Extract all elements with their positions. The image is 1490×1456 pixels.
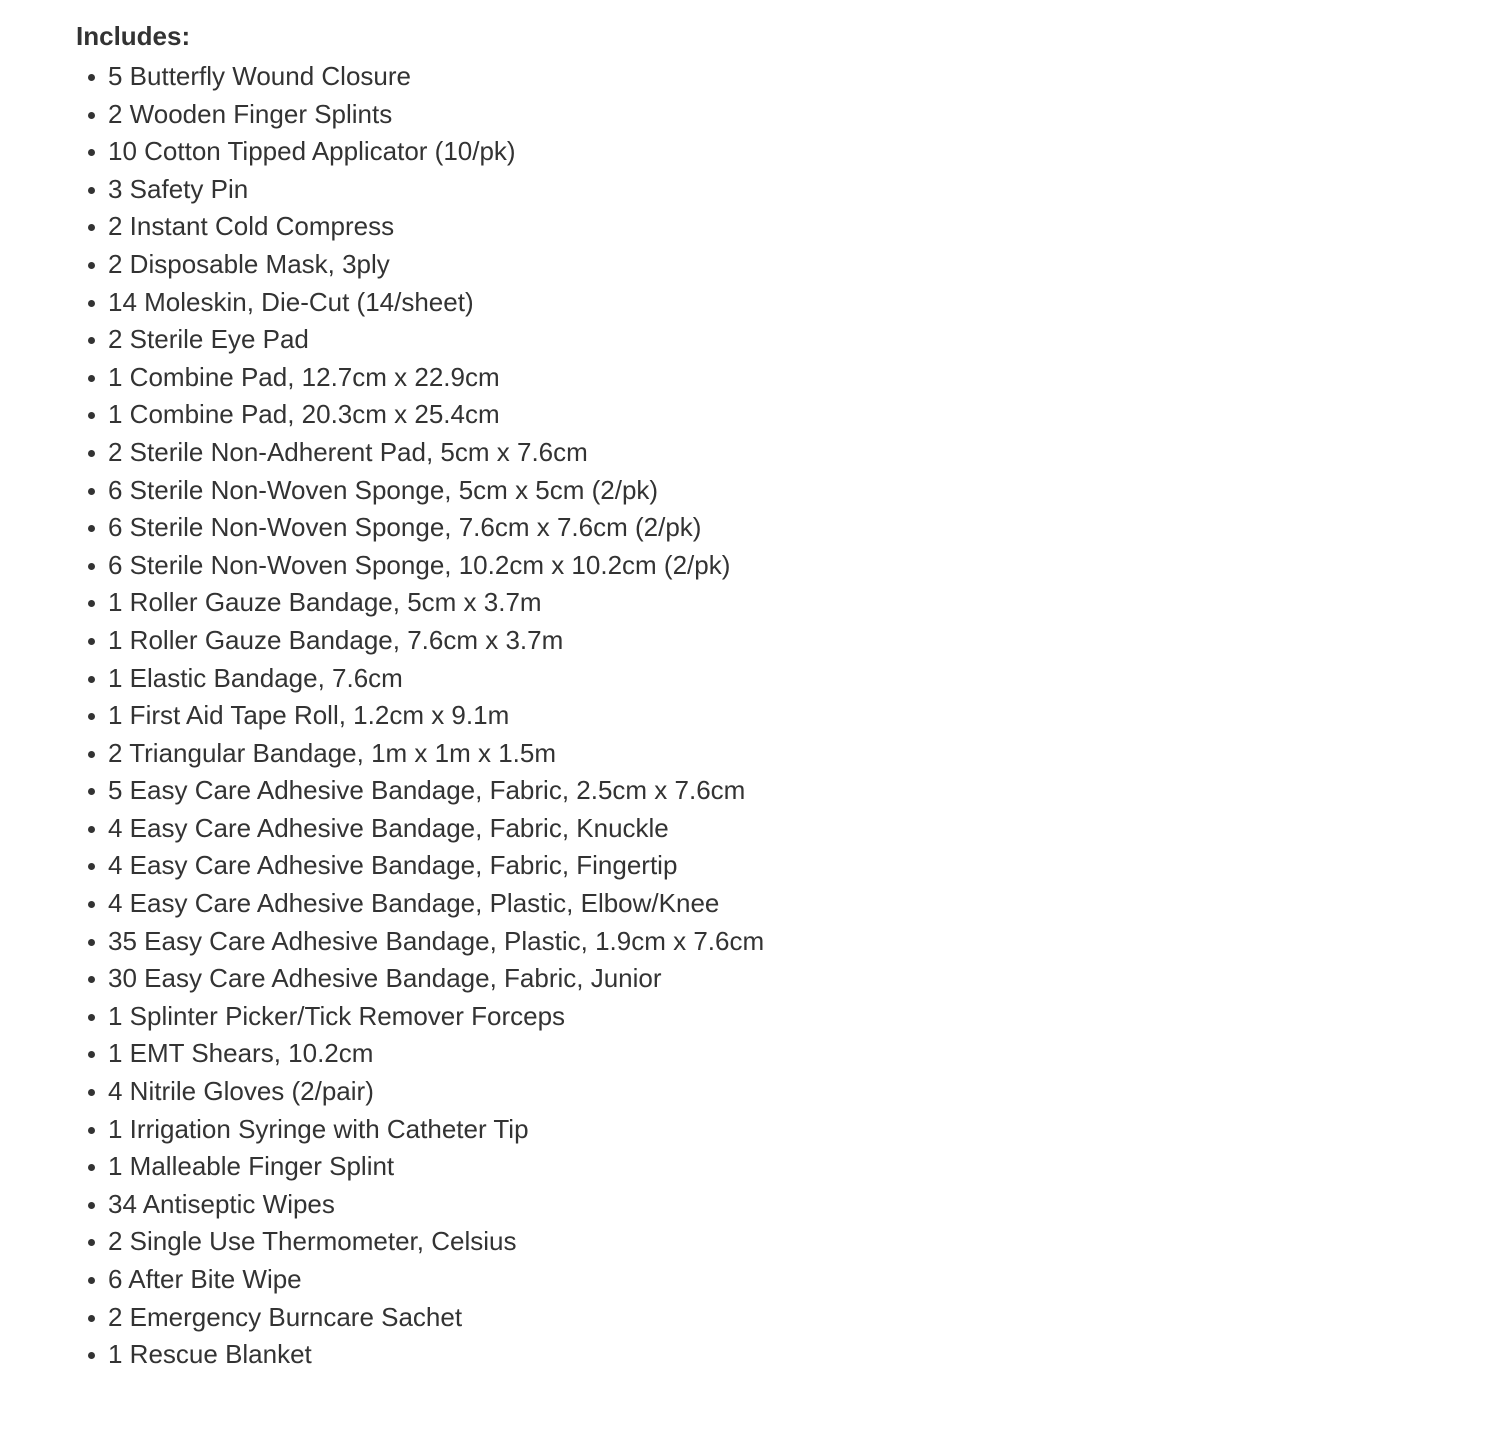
bullet-icon bbox=[88, 826, 95, 833]
list-item bbox=[76, 810, 1456, 848]
bullet-icon bbox=[88, 450, 95, 457]
bullet-icon bbox=[88, 713, 95, 720]
list-item bbox=[76, 1186, 1456, 1224]
bullet-icon bbox=[88, 375, 95, 382]
bullet-icon bbox=[88, 1315, 95, 1322]
list-item bbox=[76, 1073, 1456, 1111]
includes-list bbox=[76, 58, 1456, 1374]
list-item-label: 1 Combine Pad, 12.7cm x 22.9cm bbox=[108, 361, 500, 392]
list-item bbox=[76, 246, 1456, 284]
list-item-label: 6 Sterile Non-Woven Sponge, 7.6cm x 7.6cm (2/pk) bbox=[108, 512, 702, 543]
bullet-icon bbox=[88, 751, 95, 758]
bullet-icon bbox=[88, 1239, 95, 1246]
list-item bbox=[76, 434, 1456, 472]
list-item-label: 2 Sterile Eye Pad bbox=[108, 324, 309, 355]
list-item-label: 6 Sterile Non-Woven Sponge, 5cm x 5cm (2/pk) bbox=[108, 474, 659, 505]
bullet-icon bbox=[88, 224, 95, 231]
list-item-label: 5 Butterfly Wound Closure bbox=[108, 61, 411, 91]
list-item bbox=[76, 735, 1456, 773]
bullet-icon bbox=[88, 600, 95, 607]
bullet-icon bbox=[88, 488, 95, 495]
includes-section bbox=[76, 20, 1456, 1374]
bullet-icon bbox=[88, 1202, 95, 1209]
bullet-icon bbox=[88, 563, 95, 570]
list-item-label: 2 Triangular Bandage, 1m x 1m x 1.5m bbox=[108, 737, 557, 768]
list-item-label: 2 Disposable Mask, 3ply bbox=[108, 248, 390, 279]
list-item-label: 2 Single Use Thermometer, Celsius bbox=[108, 1226, 517, 1257]
list-item bbox=[76, 1111, 1456, 1149]
list-item-label: 2 Wooden Finger Splints bbox=[108, 98, 393, 129]
list-item bbox=[76, 1261, 1456, 1299]
list-item-label: 2 Sterile Non-Adherent Pad, 5cm x 7.6cm bbox=[108, 436, 588, 467]
list-item bbox=[76, 547, 1456, 585]
bullet-icon bbox=[88, 1127, 95, 1134]
list-item bbox=[76, 359, 1456, 397]
list-item bbox=[76, 1336, 1456, 1374]
list-item-label: 5 Easy Care Adhesive Bandage, Fabric, 2.5cm x 7.6cm bbox=[108, 775, 746, 806]
bullet-icon bbox=[88, 863, 95, 870]
list-item bbox=[76, 509, 1456, 547]
bullet-icon bbox=[88, 149, 95, 156]
list-item bbox=[76, 396, 1456, 434]
list-item bbox=[76, 1035, 1456, 1073]
bullet-icon bbox=[88, 676, 95, 683]
bullet-icon bbox=[88, 1277, 95, 1284]
list-item-label: 4 Easy Care Adhesive Bandage, Fabric, Fingertip bbox=[108, 850, 678, 881]
list-item bbox=[76, 472, 1456, 510]
list-item bbox=[76, 697, 1456, 735]
bullet-icon bbox=[88, 112, 95, 119]
list-item bbox=[76, 321, 1456, 359]
list-item-label: 1 Combine Pad, 20.3cm x 25.4cm bbox=[108, 399, 500, 430]
list-item bbox=[76, 1148, 1456, 1186]
bullet-icon bbox=[88, 412, 95, 419]
bullet-icon bbox=[88, 901, 95, 908]
list-item bbox=[76, 171, 1456, 209]
list-item bbox=[76, 772, 1456, 810]
list-item-label: 1 Splinter Picker/Tick Remover Forceps bbox=[108, 1000, 566, 1031]
list-item bbox=[76, 923, 1456, 961]
bullet-icon bbox=[88, 525, 95, 532]
includes-heading: Includes: bbox=[76, 21, 191, 51]
list-item-label: 30 Easy Care Adhesive Bandage, Fabric, Junior bbox=[108, 963, 662, 994]
bullet-icon bbox=[88, 1089, 95, 1096]
list-item-label: 14 Moleskin, Die-Cut (14/sheet) bbox=[108, 286, 474, 317]
list-item-label: 6 After Bite Wipe bbox=[108, 1264, 302, 1294]
list-item bbox=[76, 1299, 1456, 1337]
list-item-label: 2 Emergency Burncare Sachet bbox=[108, 1301, 463, 1332]
list-item bbox=[76, 284, 1456, 322]
list-item bbox=[76, 885, 1456, 923]
bullet-icon bbox=[88, 300, 95, 307]
bullet-icon bbox=[88, 1014, 95, 1021]
list-item-label: 1 Rescue Blanket bbox=[108, 1339, 312, 1370]
list-item bbox=[76, 584, 1456, 622]
bullet-icon bbox=[88, 788, 95, 795]
bullet-icon bbox=[88, 262, 95, 269]
list-item-label: 3 Safety Pin bbox=[108, 173, 249, 204]
list-item bbox=[76, 960, 1456, 998]
list-item bbox=[76, 622, 1456, 660]
bullet-icon bbox=[88, 976, 95, 983]
list-item bbox=[76, 208, 1456, 246]
list-item-label: 1 EMT Shears, 10.2cm bbox=[108, 1038, 374, 1069]
list-item bbox=[76, 998, 1456, 1036]
bullet-icon bbox=[88, 1164, 95, 1171]
list-item bbox=[76, 58, 1456, 96]
list-item-label: 4 Easy Care Adhesive Bandage, Plastic, Elbow/Knee bbox=[108, 888, 720, 919]
list-item-label: 1 Roller Gauze Bandage, 5cm x 3.7m bbox=[108, 587, 542, 618]
bullet-icon bbox=[88, 1051, 95, 1058]
list-item-label: 1 First Aid Tape Roll, 1.2cm x 9.1m bbox=[108, 700, 510, 731]
list-item bbox=[76, 847, 1456, 885]
bullet-icon bbox=[88, 638, 95, 645]
list-item-label: 10 Cotton Tipped Applicator (10/pk) bbox=[108, 136, 516, 167]
list-item bbox=[76, 133, 1456, 171]
list-item-label: 35 Easy Care Adhesive Bandage, Plastic, 1.9cm x 7.6cm bbox=[108, 925, 765, 956]
bullet-icon bbox=[88, 939, 95, 946]
list-item bbox=[76, 660, 1456, 698]
list-item-label: 1 Elastic Bandage, 7.6cm bbox=[108, 662, 403, 693]
list-item-label: 1 Irrigation Syringe with Catheter Tip bbox=[108, 1113, 529, 1144]
list-item-label: 2 Instant Cold Compress bbox=[108, 211, 395, 242]
bullet-icon bbox=[88, 187, 95, 194]
list-item bbox=[76, 96, 1456, 134]
list-item-label: 1 Roller Gauze Bandage, 7.6cm x 3.7m bbox=[108, 624, 564, 655]
bullet-icon bbox=[88, 337, 95, 344]
list-item-label: 4 Easy Care Adhesive Bandage, Fabric, Knuckle bbox=[108, 812, 669, 843]
list-item-label: 1 Malleable Finger Splint bbox=[108, 1151, 395, 1182]
bullet-icon bbox=[88, 74, 95, 81]
bullet-icon bbox=[88, 1352, 95, 1359]
list-item-label: 34 Antiseptic Wipes bbox=[108, 1188, 335, 1219]
list-item bbox=[76, 1223, 1456, 1261]
list-item-label: 6 Sterile Non-Woven Sponge, 10.2cm x 10.2cm (2/pk) bbox=[108, 549, 731, 580]
list-item-label: 4 Nitrile Gloves (2/pair) bbox=[108, 1076, 374, 1107]
